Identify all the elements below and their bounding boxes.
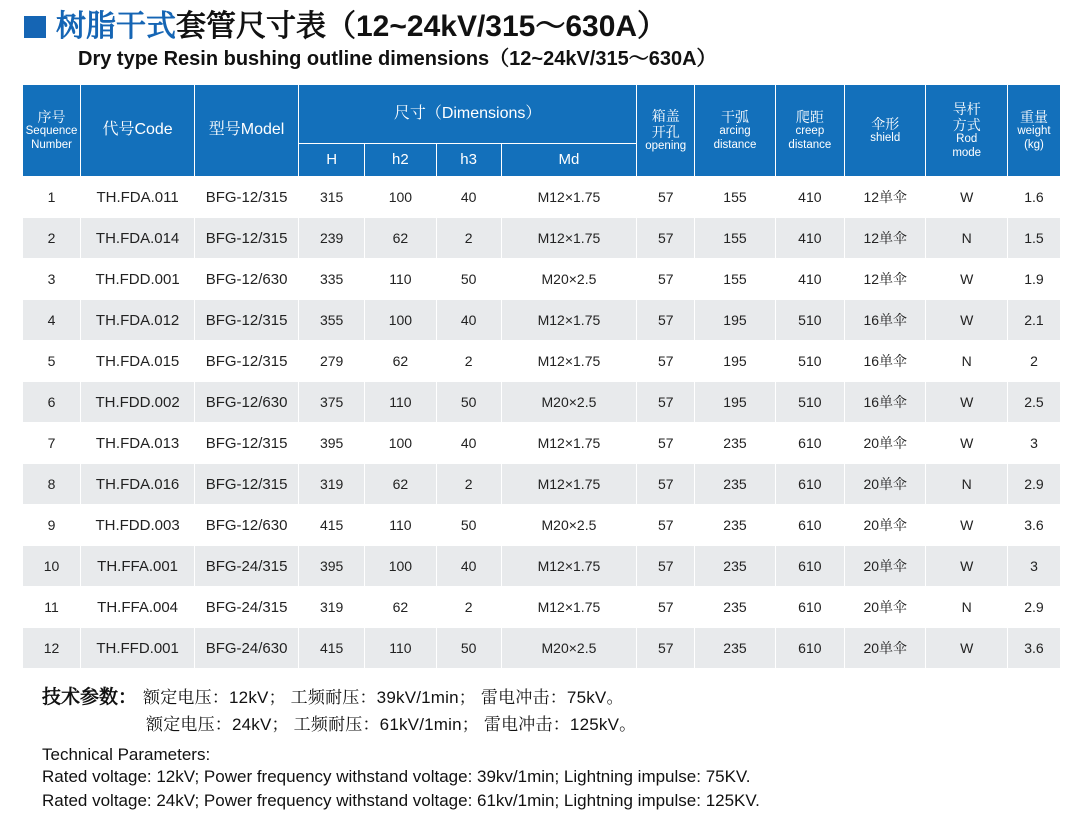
- cell-creep: 510: [775, 382, 844, 423]
- cell-h1: 155: [695, 218, 775, 259]
- cell-code: TH.FDA.012: [81, 300, 195, 341]
- cell-d0: 57: [637, 423, 695, 464]
- cell-weight: 2.1: [1007, 300, 1060, 341]
- cell-code: TH.FDD.002: [81, 382, 195, 423]
- cell-h1: 235: [695, 587, 775, 628]
- cell-h2: 62: [365, 464, 436, 505]
- cell-h2: 110: [365, 628, 436, 669]
- cell-sequence: 7: [23, 423, 81, 464]
- header-opening: 箱盖 开孔 opening: [637, 85, 695, 177]
- cell-sequence: 1: [23, 177, 81, 218]
- cell-h: 315: [299, 177, 365, 218]
- cell-h: 355: [299, 300, 365, 341]
- cell-code: TH.FDD.001: [81, 259, 195, 300]
- cell-rod: N: [926, 587, 1007, 628]
- header-sequence: 序号 Sequence Number: [23, 85, 81, 177]
- cell-shield: 20单伞: [844, 546, 925, 587]
- cell-h2: 100: [365, 300, 436, 341]
- cell-h3: 40: [436, 546, 501, 587]
- param-en-title: Technical Parameters:: [42, 744, 211, 764]
- cell-model: BFG-12/315: [195, 423, 299, 464]
- cell-code: TH.FDA.015: [81, 341, 195, 382]
- technical-parameters: [22, 683, 1061, 814]
- cell-shield: 20单伞: [844, 587, 925, 628]
- cell-shield: 16单伞: [844, 341, 925, 382]
- cell-shield: 16单伞: [844, 382, 925, 423]
- cell-h: 415: [299, 505, 365, 546]
- cell-h1: 235: [695, 423, 775, 464]
- cell-h3: 50: [436, 628, 501, 669]
- cell-h3: 2: [436, 341, 501, 382]
- param-en-line-1: Rated voltage: 12kV; Power frequency withstand voltage: 39kv/1min; Lightning impulse: 75KV.: [42, 766, 751, 786]
- cell-h2: 100: [365, 546, 436, 587]
- cell-rod: W: [926, 382, 1007, 423]
- cell-h: 319: [299, 464, 365, 505]
- cell-sequence: 10: [23, 546, 81, 587]
- cell-code: TH.FFD.001: [81, 628, 195, 669]
- cell-rod: W: [926, 546, 1007, 587]
- cell-h2: 62: [365, 587, 436, 628]
- cell-creep: 610: [775, 423, 844, 464]
- cell-rod: W: [926, 259, 1007, 300]
- cell-h2: 62: [365, 341, 436, 382]
- table-row: [23, 341, 1061, 382]
- cell-model: BFG-12/630: [195, 505, 299, 546]
- cell-d0: 57: [637, 587, 695, 628]
- cell-weight: 3: [1007, 423, 1060, 464]
- cell-model: BFG-24/315: [195, 546, 299, 587]
- cell-h: 415: [299, 628, 365, 669]
- title-square-marker-icon: [24, 16, 46, 38]
- cell-creep: 510: [775, 300, 844, 341]
- cell-weight: 2.5: [1007, 382, 1060, 423]
- cell-d0: 57: [637, 218, 695, 259]
- cell-shield: 20单伞: [844, 423, 925, 464]
- table-row: [23, 464, 1061, 505]
- cell-h: 335: [299, 259, 365, 300]
- table-row: [23, 300, 1061, 341]
- header-creep-distance: 爬距 creep distance: [775, 85, 844, 177]
- cell-h: 395: [299, 546, 365, 587]
- cell-d0: 57: [637, 546, 695, 587]
- cell-h2: 110: [365, 382, 436, 423]
- cell-code: TH.FFA.001: [81, 546, 195, 587]
- cell-code: TH.FDD.003: [81, 505, 195, 546]
- cell-creep: 610: [775, 628, 844, 669]
- cell-code: TH.FDA.014: [81, 218, 195, 259]
- cell-h2: 62: [365, 218, 436, 259]
- cell-sequence: 9: [23, 505, 81, 546]
- cell-model: BFG-24/315: [195, 587, 299, 628]
- cell-md: M12×1.75: [501, 546, 637, 587]
- dimensions-table: [22, 84, 1061, 669]
- cell-code: TH.FDA.016: [81, 464, 195, 505]
- cell-model: BFG-12/315: [195, 218, 299, 259]
- table-body: [23, 177, 1061, 669]
- header-model: 型号Model: [195, 85, 299, 177]
- cell-model: BFG-12/315: [195, 300, 299, 341]
- cell-rod: N: [926, 341, 1007, 382]
- cell-rod: W: [926, 628, 1007, 669]
- cell-d0: 57: [637, 382, 695, 423]
- cell-h2: 110: [365, 259, 436, 300]
- cell-h1: 195: [695, 300, 775, 341]
- header-dimensions: 尺寸（Dimensions）: [299, 85, 637, 144]
- cell-shield: 12单伞: [844, 177, 925, 218]
- table-row: [23, 505, 1061, 546]
- cell-creep: 410: [775, 218, 844, 259]
- cell-creep: 610: [775, 505, 844, 546]
- cell-weight: 2.9: [1007, 464, 1060, 505]
- cell-code: TH.FFA.004: [81, 587, 195, 628]
- cell-h3: 50: [436, 382, 501, 423]
- cell-creep: 410: [775, 259, 844, 300]
- cell-sequence: 11: [23, 587, 81, 628]
- cell-h3: 40: [436, 177, 501, 218]
- header-sub-h2: h2: [365, 144, 436, 177]
- cell-h3: 2: [436, 464, 501, 505]
- header-shield: 伞形 shield: [844, 85, 925, 177]
- table-row: [23, 423, 1061, 464]
- cell-md: M12×1.75: [501, 177, 637, 218]
- param-en-line-2: Rated voltage: 24kV; Power frequency withstand voltage: 61kv/1min; Lightning impulse: 125KV.: [42, 791, 760, 811]
- param-cn-text-2: 额定电压：24kV； 工频耐压：61kV/1min； 雷电冲击：125kV。: [146, 715, 637, 735]
- cell-d0: 57: [637, 259, 695, 300]
- cell-weight: 2: [1007, 341, 1060, 382]
- cell-h3: 2: [436, 587, 501, 628]
- cell-d0: 57: [637, 464, 695, 505]
- header-weight: 重量 weight (kg): [1007, 85, 1060, 177]
- page-title: [22, 0, 1061, 42]
- cell-model: BFG-12/315: [195, 177, 299, 218]
- cell-h1: 235: [695, 505, 775, 546]
- cell-h2: 110: [365, 505, 436, 546]
- cell-h1: 195: [695, 382, 775, 423]
- cell-creep: 610: [775, 587, 844, 628]
- cell-h2: 100: [365, 423, 436, 464]
- table-header: [23, 85, 1061, 177]
- table-header-row-1: [23, 85, 1061, 144]
- cell-weight: 2.9: [1007, 587, 1060, 628]
- cell-weight: 1.6: [1007, 177, 1060, 218]
- cell-rod: N: [926, 218, 1007, 259]
- cell-md: M12×1.75: [501, 218, 637, 259]
- table-row: [23, 177, 1061, 218]
- cell-d0: 57: [637, 341, 695, 382]
- cell-h3: 40: [436, 300, 501, 341]
- cell-sequence: 3: [23, 259, 81, 300]
- cell-creep: 510: [775, 341, 844, 382]
- cell-creep: 610: [775, 546, 844, 587]
- cell-weight: 1.5: [1007, 218, 1060, 259]
- cell-h3: 50: [436, 505, 501, 546]
- table-row: [23, 628, 1061, 669]
- cell-h2: 100: [365, 177, 436, 218]
- cell-md: M20×2.5: [501, 505, 637, 546]
- cell-rod: W: [926, 177, 1007, 218]
- cell-sequence: 4: [23, 300, 81, 341]
- cell-sequence: 12: [23, 628, 81, 669]
- cell-h1: 235: [695, 628, 775, 669]
- header-rod-mode: 导杆 方式 Rod mode: [926, 85, 1007, 177]
- cell-h: 375: [299, 382, 365, 423]
- param-cn-line-1: [42, 683, 1061, 712]
- cell-code: TH.FDA.013: [81, 423, 195, 464]
- cell-weight: 3.6: [1007, 505, 1060, 546]
- cell-h: 395: [299, 423, 365, 464]
- cell-code: TH.FDA.011: [81, 177, 195, 218]
- cell-sequence: 5: [23, 341, 81, 382]
- cell-model: BFG-12/630: [195, 259, 299, 300]
- cell-weight: 3.6: [1007, 628, 1060, 669]
- header-code: 代号Code: [81, 85, 195, 177]
- header-sub-h3: h3: [436, 144, 501, 177]
- cell-h3: 40: [436, 423, 501, 464]
- cell-shield: 20单伞: [844, 505, 925, 546]
- param-label-cn: 技术参数：: [42, 687, 138, 708]
- cell-d0: 57: [637, 628, 695, 669]
- cell-shield: 16单伞: [844, 300, 925, 341]
- param-cn-text-1: 额定电压：12kV； 工频耐压：39kV/1min； 雷电冲击：75kV。: [143, 688, 624, 707]
- cell-h: 279: [299, 341, 365, 382]
- cell-sequence: 2: [23, 218, 81, 259]
- cell-d0: 57: [637, 505, 695, 546]
- cell-md: M20×2.5: [501, 628, 637, 669]
- cell-rod: W: [926, 505, 1007, 546]
- cell-h3: 50: [436, 259, 501, 300]
- cell-model: BFG-12/315: [195, 464, 299, 505]
- cell-h1: 235: [695, 546, 775, 587]
- cell-md: M12×1.75: [501, 341, 637, 382]
- cell-d0: 57: [637, 177, 695, 218]
- cell-model: BFG-12/315: [195, 341, 299, 382]
- cell-sequence: 6: [23, 382, 81, 423]
- cell-shield: 20单伞: [844, 464, 925, 505]
- cell-model: BFG-12/630: [195, 382, 299, 423]
- table-row: [23, 218, 1061, 259]
- cell-rod: N: [926, 464, 1007, 505]
- header-sub-h: H: [299, 144, 365, 177]
- cell-d0: 57: [637, 300, 695, 341]
- cell-md: M20×2.5: [501, 382, 637, 423]
- param-cn-line-2: [42, 712, 1061, 738]
- cell-sequence: 8: [23, 464, 81, 505]
- cell-md: M12×1.75: [501, 587, 637, 628]
- cell-shield: 20单伞: [844, 628, 925, 669]
- table-row: [23, 587, 1061, 628]
- cell-h1: 235: [695, 464, 775, 505]
- cell-model: BFG-24/630: [195, 628, 299, 669]
- table-row: [23, 546, 1061, 587]
- cell-h1: 155: [695, 259, 775, 300]
- cell-md: M12×1.75: [501, 300, 637, 341]
- table-row: [23, 382, 1061, 423]
- title-english: Dry type Resin bushing outline dimensions（12~24kV/315～630A）: [78, 48, 717, 70]
- cell-md: M20×2.5: [501, 259, 637, 300]
- cell-rod: W: [926, 300, 1007, 341]
- cell-h3: 2: [436, 218, 501, 259]
- cell-rod: W: [926, 423, 1007, 464]
- cell-h1: 195: [695, 341, 775, 382]
- title-chinese-highlight: 树脂干式: [56, 10, 176, 43]
- cell-weight: 3: [1007, 546, 1060, 587]
- cell-creep: 410: [775, 177, 844, 218]
- cell-h1: 155: [695, 177, 775, 218]
- cell-h: 239: [299, 218, 365, 259]
- cell-weight: 1.9: [1007, 259, 1060, 300]
- header-arcing-distance: 干弧 arcing distance: [695, 85, 775, 177]
- cell-shield: 12单伞: [844, 259, 925, 300]
- cell-shield: 12单伞: [844, 218, 925, 259]
- cell-md: M12×1.75: [501, 423, 637, 464]
- cell-md: M12×1.75: [501, 464, 637, 505]
- header-sub-md: Md: [501, 144, 637, 177]
- table-row: [23, 259, 1061, 300]
- title-chinese-rest: 套管尺寸表（12~24kV/315～630A）: [176, 10, 668, 43]
- cell-creep: 610: [775, 464, 844, 505]
- title-chinese: [56, 12, 667, 42]
- cell-h: 319: [299, 587, 365, 628]
